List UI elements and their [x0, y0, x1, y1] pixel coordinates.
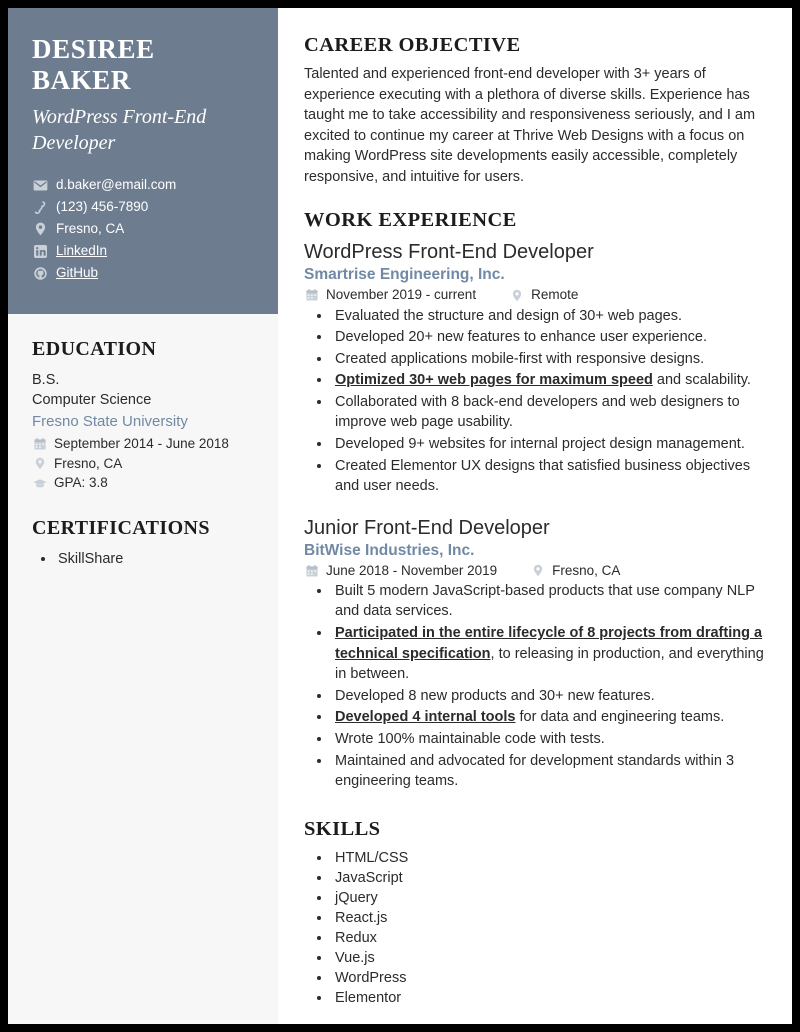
list-item: • HTML/CSS	[332, 848, 766, 868]
bullet-text: Developed 8 new products and 30+ new features.	[335, 687, 655, 704]
list-item	[332, 370, 766, 391]
main-content	[278, 8, 792, 1024]
bullet-text: Developed 9+ websites for internal project design management.	[335, 436, 745, 453]
envelope-icon	[32, 180, 49, 191]
job-location-group	[530, 563, 620, 579]
contact-location	[32, 222, 254, 237]
contact-email-text: d.baker@email.com	[56, 177, 177, 193]
list-item	[332, 686, 766, 707]
bullet-text: Built 5 modern JavaScript-based products that use company NLP and data services.	[335, 582, 755, 620]
job-role: WordPress Front-End Developer	[304, 241, 594, 264]
list-item	[332, 349, 766, 370]
education-section	[32, 338, 254, 491]
education-gpa-text: GPA: 3.8	[54, 475, 108, 491]
career-objective-text: Talented and experienced front-end developer with 3+ years of experience executing with a plethora of diverse skills. Experience has taught me to take accessibility and responsiveness seriously, and I am excited to continue my career at Thrive Web Designs with a focus on making WordPress site developments easily accessible, completely responsive, and intuitive for users.	[304, 66, 756, 185]
certifications-list	[32, 549, 254, 571]
calendar-icon	[304, 565, 320, 577]
bullet-highlight: Optimized 30+ web pages for maximum speed	[335, 372, 653, 389]
list-item: • SkillShare	[56, 549, 254, 571]
bullet-text: for data and engineering teams.	[515, 709, 725, 726]
job-dates: November 2019 - current	[326, 287, 477, 303]
education-heading: EDUCATION	[32, 337, 157, 360]
location-pin-icon	[530, 564, 546, 577]
list-item	[332, 392, 766, 433]
contact-email	[32, 178, 254, 193]
calendar-icon	[32, 438, 48, 450]
skills-section	[304, 818, 766, 1008]
job-company: BitWise Industries, Inc.	[304, 541, 475, 559]
education-dates-text: September 2014 - June 2018	[54, 436, 229, 452]
career-objective-heading: CAREER OBJECTIVE	[304, 34, 521, 56]
sidebar-header	[8, 8, 278, 314]
list-item	[332, 623, 766, 685]
education-location-text: Fresno, CA	[54, 455, 123, 471]
bullet-text: , to releasing in production, and everything in between.	[335, 645, 764, 683]
contact-linkedin[interactable]	[32, 244, 254, 259]
phone-icon	[32, 201, 49, 214]
resume-page	[8, 8, 792, 1024]
bullet-text: Wrote 100% maintainable code with tests.	[335, 730, 605, 747]
list-item	[332, 456, 766, 497]
list-item	[332, 729, 766, 750]
location-pin-icon	[32, 222, 49, 236]
page-title: DESIREE BAKER	[32, 34, 155, 96]
list-item	[332, 751, 766, 792]
linkedin-icon	[32, 245, 49, 258]
headline-job-title: WordPress Front-End Developer	[32, 106, 207, 154]
list-item: • React.js	[332, 908, 766, 928]
list-item	[332, 707, 766, 728]
calendar-icon	[304, 289, 320, 301]
bullet-highlight: Participated in the entire lifecycle of 8 projects from drafting a technical specification	[335, 625, 763, 662]
contact-github[interactable]	[32, 266, 254, 281]
contact-phone-text: (123) 456-7890	[56, 199, 149, 215]
contact-location-text: Fresno, CA	[56, 220, 125, 236]
job-meta	[304, 287, 766, 303]
sidebar	[8, 8, 278, 1024]
job-role: Junior Front-End Developer	[304, 516, 550, 539]
contact-github-text[interactable]: GitHub	[56, 264, 99, 280]
career-objective-section	[304, 34, 766, 187]
certifications-heading: CERTIFICATIONS	[32, 516, 210, 539]
work-experience-heading: WORK EXPERIENCE	[304, 209, 517, 232]
job-location: Fresno, CA	[552, 562, 621, 578]
location-pin-icon	[509, 289, 525, 302]
job-bullets	[304, 306, 766, 497]
job-bullets	[304, 581, 766, 792]
work-experience-section	[304, 209, 766, 791]
github-icon	[32, 267, 49, 280]
education-gpa-row	[32, 475, 254, 491]
location-pin-icon	[32, 457, 48, 470]
list-item	[332, 434, 766, 455]
job-meta	[304, 563, 766, 579]
list-item: • WordPress	[332, 968, 766, 988]
job-company: Smartrise Engineering, Inc.	[304, 266, 505, 284]
contact-phone	[32, 200, 254, 215]
contact-list	[32, 178, 254, 280]
bullet-text: Created Elementor UX designs that satisfied business objectives and user needs.	[335, 457, 751, 495]
work-experience-entry	[304, 515, 766, 792]
education-degree: B.S.	[32, 371, 60, 388]
education-school: Fresno State University	[32, 412, 188, 430]
list-item	[332, 581, 766, 622]
skills-heading: SKILLS	[304, 817, 381, 840]
job-location: Remote	[531, 287, 579, 303]
education-dates-row	[32, 436, 254, 452]
list-item	[332, 306, 766, 327]
skills-list	[304, 848, 766, 1008]
list-item: • JavaScript	[332, 868, 766, 888]
education-location-row	[32, 456, 254, 472]
list-item: • Redux	[332, 928, 766, 948]
bullet-text: and scalability.	[652, 372, 751, 389]
contact-linkedin-text[interactable]: LinkedIn	[56, 242, 108, 258]
job-dates: June 2018 - November 2019	[326, 562, 498, 578]
sidebar-body	[8, 314, 278, 571]
bullet-text: Developed 20+ new features to enhance user experience.	[335, 329, 708, 346]
education-field: Computer Science	[32, 392, 152, 409]
certifications-section	[32, 517, 254, 571]
work-experience-entry	[304, 239, 766, 496]
bullet-text: Created applications mobile-first with responsive designs.	[335, 350, 705, 367]
job-location-group	[509, 287, 578, 303]
list-item: • Elementor	[332, 988, 766, 1008]
bullet-text: Maintained and advocated for development standards within 3 engineering teams.	[335, 752, 735, 790]
bullet-text: Evaluated the structure and design of 30+ web pages.	[335, 307, 683, 324]
bullet-highlight: Developed 4 internal tools	[335, 709, 516, 726]
list-item	[332, 327, 766, 348]
graduation-cap-icon	[32, 478, 48, 489]
bullet-text: Collaborated with 8 back-end developers and web designers to improve web page usability.	[335, 393, 740, 431]
list-item: • Vue.js	[332, 948, 766, 968]
list-item: • jQuery	[332, 888, 766, 908]
